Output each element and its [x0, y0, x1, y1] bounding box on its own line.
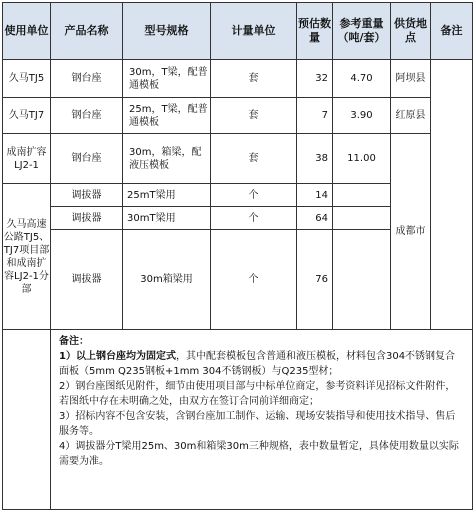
procurement-table	[2, 2, 473, 510]
header-row	[3, 3, 473, 60]
unit-cell: 个	[211, 207, 297, 230]
weight-cell: 11.00	[333, 134, 391, 184]
qty-cell: 76	[297, 230, 333, 330]
header-location: 供货地点	[391, 3, 431, 60]
product-cell: 钢台座	[51, 60, 123, 98]
header-user: 使用单位	[3, 3, 51, 60]
qty-cell: 14	[297, 184, 333, 207]
location-cell: 红原县	[391, 98, 431, 134]
weight-cell	[333, 207, 391, 230]
qty-cell: 32	[297, 60, 333, 98]
user-cell: 久马高速公路TJ5、TJ7项目部和成南扩容LJ2-1分部	[3, 184, 51, 330]
product-cell: 调拔器	[51, 230, 123, 330]
qty-cell: 38	[297, 134, 333, 184]
header-weight: 参考重量（吨/套）	[333, 3, 391, 60]
weight-cell: 4.70	[333, 60, 391, 98]
product-cell: 调拔器	[51, 207, 123, 230]
user-cell: 久马TJ5	[3, 60, 51, 98]
note-4: 4）调拔器分T梁用25m、30m和箱梁30m三种规格，表中数量暂定，具体使用数量以实际需要为准。	[59, 441, 459, 467]
unit-cell: 个	[211, 184, 297, 207]
header-unit: 计量单位	[211, 3, 297, 60]
table-row	[3, 134, 473, 184]
qty-cell: 7	[297, 98, 333, 134]
product-cell: 调拔器	[51, 184, 123, 207]
unit-cell: 套	[211, 134, 297, 184]
product-cell: 钢台座	[51, 98, 123, 134]
weight-cell	[333, 184, 391, 207]
header-spec: 型号规格	[123, 3, 211, 60]
location-cell: 阿坝县	[391, 60, 431, 98]
spec-cell: 30mT梁用	[123, 207, 211, 230]
spec-cell: 25m，T梁，配普通模板	[123, 98, 211, 134]
notes-cell	[51, 330, 473, 510]
header-qty: 预估数量	[297, 3, 333, 60]
remark-cell	[431, 60, 473, 330]
note-1	[59, 349, 464, 379]
table-row	[3, 98, 473, 134]
note-1-bold: 1）以上钢台座均为固定式	[59, 351, 176, 362]
notes-row	[3, 330, 473, 510]
unit-cell: 个	[211, 230, 297, 330]
notes-title: 备注：	[59, 336, 89, 347]
qty-cell: 64	[297, 207, 333, 230]
spec-cell: 30m，箱梁，配液压模板	[123, 134, 211, 184]
unit-cell: 套	[211, 60, 297, 98]
note-2: 2）钢台座图纸见附件，细节由使用项目部与中标单位商定，参考资料详见招标文件附件，若图纸中存在未明确之处，由双方在签订合同前详细商定；	[59, 381, 456, 407]
header-remark: 备注	[431, 3, 473, 60]
note-3: 3）招标内容不包含安装，含钢台座加工制作、运输、现场安装指导和使用技术指导、售后服务等。	[59, 411, 456, 437]
user-cell: 成南扩容LJ2-1	[3, 134, 51, 184]
spec-cell: 25mT梁用	[123, 184, 211, 207]
spec-cell: 30m箱梁用	[123, 230, 211, 330]
notes-left-blank	[3, 330, 51, 510]
unit-cell: 套	[211, 98, 297, 134]
spec-cell: 30m，T梁，配普通模板	[123, 60, 211, 98]
location-cell: 成都市	[391, 134, 431, 330]
procurement-table-wrapper	[2, 2, 472, 510]
note-1-text: ，其中配套模板包含普通和液压模板，材料包含304不锈钢复合面板（5mm Q235钢板+1mm 304不锈钢板）与Q235型材；	[59, 351, 456, 377]
weight-cell	[333, 230, 391, 330]
header-product: 产品名称	[51, 3, 123, 60]
user-cell: 久马TJ7	[3, 98, 51, 134]
table-row	[3, 60, 473, 98]
product-cell: 钢台座	[51, 134, 123, 184]
weight-cell: 3.90	[333, 98, 391, 134]
